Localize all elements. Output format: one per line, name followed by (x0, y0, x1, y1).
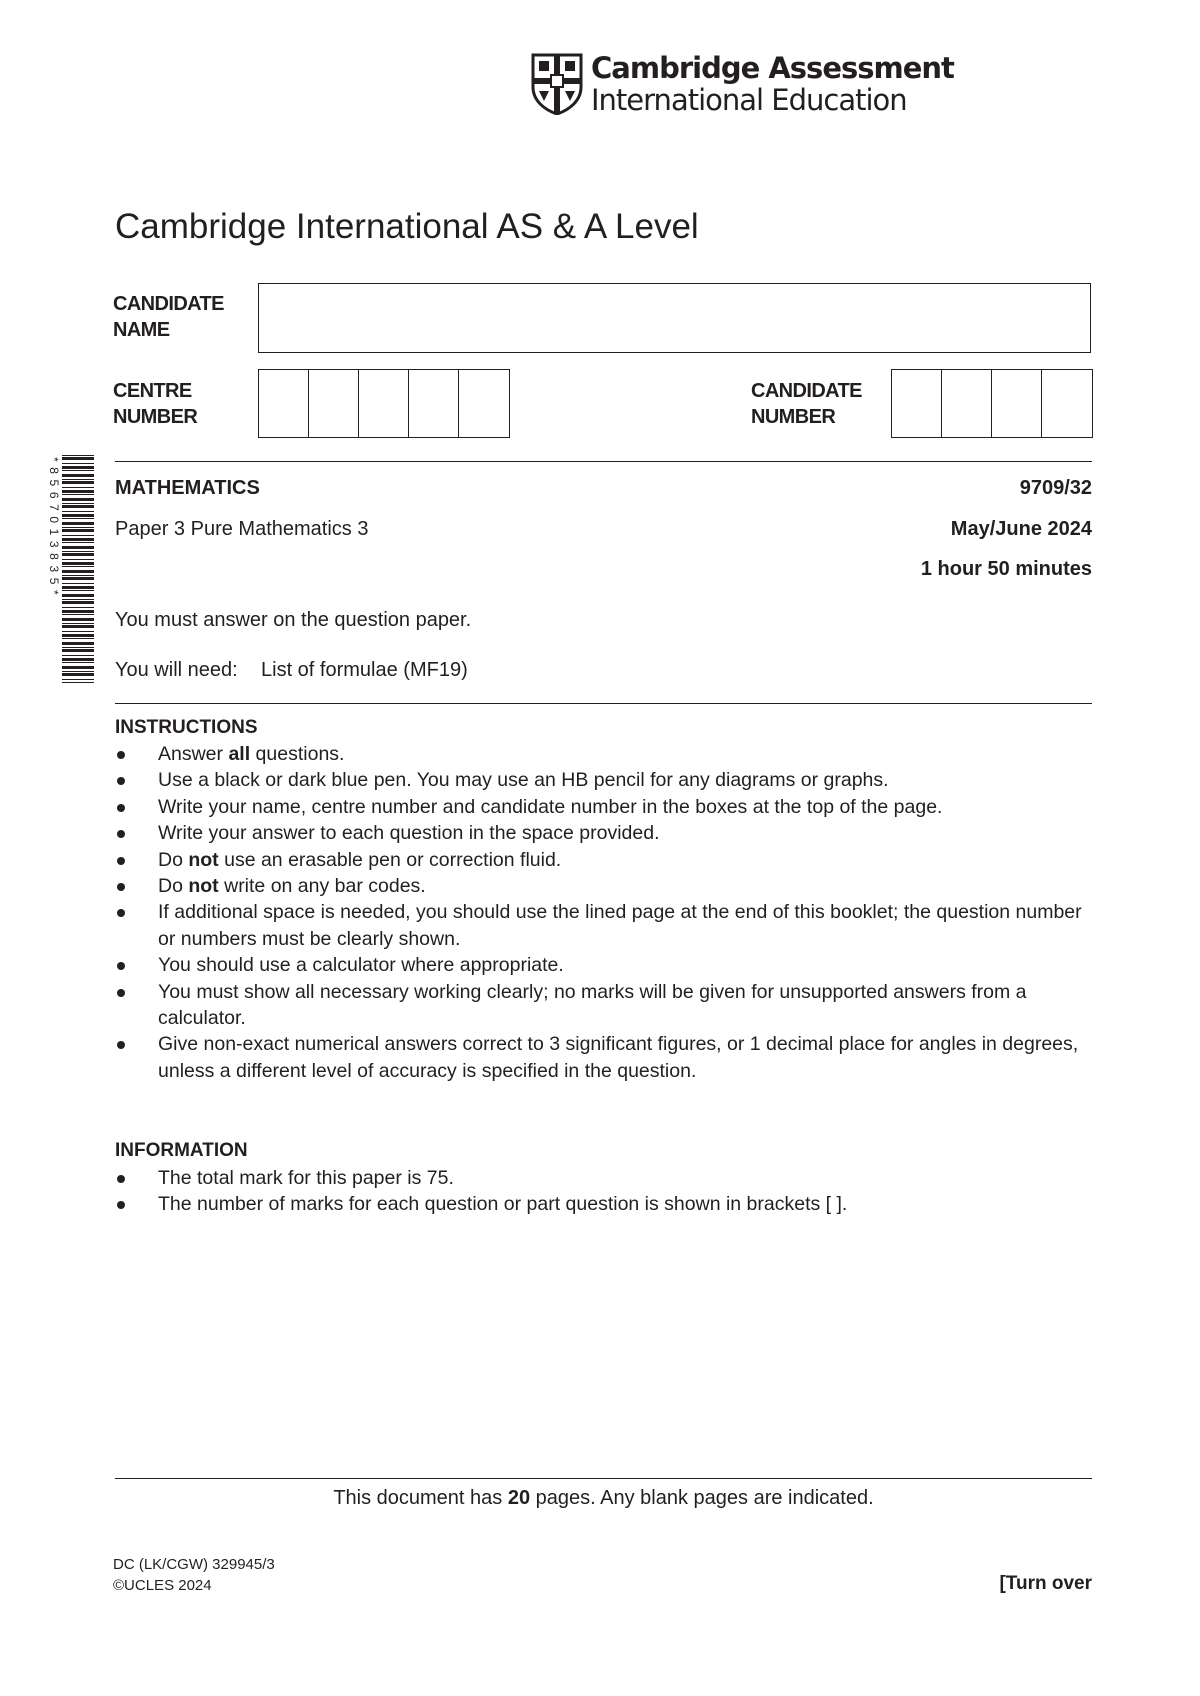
logo-line-2: International Education (591, 83, 907, 117)
barcode-bar (62, 511, 94, 512)
instruction-item: You should use a calculator where appropriate. (115, 952, 1095, 978)
cambridge-logo (531, 52, 954, 116)
information-item: The total mark for this paper is 75. (115, 1165, 1095, 1191)
turn-over: [Turn over (999, 1573, 1092, 1594)
equipment-value: List of formulae (MF19) (261, 659, 468, 681)
barcode-bar (62, 590, 94, 591)
information-list (115, 1165, 1095, 1218)
bullet-icon (117, 1041, 125, 1049)
barcode-bar (62, 583, 94, 584)
candidate-digit-box[interactable] (892, 370, 942, 437)
barcode-bar (62, 553, 94, 556)
barcode-bar (62, 618, 94, 621)
barcode-bar (62, 514, 94, 517)
barcode-bar (62, 599, 94, 600)
centre-number-boxes[interactable] (258, 369, 510, 438)
barcode-bar (62, 671, 94, 672)
instructions-heading: INSTRUCTIONS (115, 717, 258, 738)
barcode-bar (62, 559, 94, 560)
barcode-bar (62, 494, 94, 495)
barcode-bar (62, 535, 94, 536)
barcode-bar (62, 682, 94, 683)
equipment-label: You will need: (115, 659, 238, 681)
barcode-bar (62, 607, 94, 608)
instruction-item: Give non-exact numerical answers correct to 3 significant figures, or 1 decimal place for angles in degrees, unless a different level of accuracy is specified in the question. (115, 1031, 1095, 1084)
barcode-bar (62, 662, 94, 663)
instruction-item: If additional space is needed, you should use the lined page at the end of this booklet; the question number or numbers must be clearly shown. (115, 899, 1095, 952)
barcode-bar (62, 634, 94, 637)
copyright: ©UCLES 2024 (113, 1577, 212, 1594)
barcode-bar (62, 498, 94, 501)
barcode-bar (62, 551, 94, 552)
barcode-bar (62, 518, 94, 519)
barcode-bar (62, 503, 94, 504)
bullet-icon (117, 1201, 125, 1209)
barcode-bar (62, 623, 94, 624)
instruction-item: Do not write on any bar codes. (115, 873, 1095, 899)
barcode-bar (62, 527, 94, 528)
bullet-icon (117, 751, 125, 759)
information-item: The number of marks for each question or part question is shown in brackets [ ]. (115, 1191, 1095, 1217)
qualification-title: Cambridge International AS & A Level (115, 207, 699, 246)
logo-line-1: Cambridge Assessment (591, 51, 954, 85)
barcode-bar (62, 466, 94, 469)
bullet-icon (117, 962, 125, 970)
exam-duration: 1 hour 50 minutes (920, 558, 1092, 580)
barcode (44, 453, 96, 685)
page-count-note: This document has 20 pages. Any blank pages are indicated. (333, 1487, 874, 1509)
barcode-bar (62, 614, 94, 615)
bullet-icon (117, 989, 125, 997)
candidate-digit-box[interactable] (992, 370, 1042, 437)
cambridge-crest-icon (531, 53, 583, 115)
equipment-row (115, 657, 468, 683)
barcode-bar (62, 481, 94, 484)
barcode-bar (62, 529, 94, 532)
bullet-icon (117, 777, 125, 785)
candidate-number-boxes[interactable] (891, 369, 1093, 438)
barcode-bar (62, 642, 94, 645)
divider (115, 1478, 1092, 1479)
bullet-icon (117, 804, 125, 812)
barcode-bar (62, 575, 94, 576)
instruction-item: Answer all questions. (115, 741, 1095, 767)
barcode-bar (62, 455, 94, 456)
barcode-bar (62, 625, 94, 628)
barcode-bars (62, 455, 94, 683)
paper-code: 9709/32 (1019, 477, 1092, 499)
barcode-bar (62, 470, 94, 471)
barcode-bar (62, 490, 94, 493)
bullet-icon (117, 883, 125, 891)
barcode-bar (62, 647, 94, 648)
barcode-bar (62, 679, 94, 680)
barcode-bar (62, 566, 94, 567)
subject: MATHEMATICS (115, 477, 260, 499)
barcode-bar (62, 457, 94, 460)
centre-digit-box[interactable] (309, 370, 359, 437)
barcode-bar (62, 487, 94, 488)
information-heading: INFORMATION (115, 1140, 248, 1161)
barcode-bar (62, 631, 94, 632)
centre-digit-box[interactable] (409, 370, 459, 437)
candidate-number-label: CANDIDATE NUMBER (751, 380, 862, 428)
bullet-icon (117, 1175, 125, 1183)
barcode-bar (62, 542, 94, 543)
barcode-bar (62, 658, 94, 661)
barcode-bar (62, 474, 94, 477)
centre-digit-box[interactable] (259, 370, 309, 437)
barcode-bar (62, 638, 94, 639)
exam-session: May/June 2024 (950, 518, 1092, 540)
barcode-bar (62, 673, 94, 676)
barcode-digits: *8567013835* (47, 457, 61, 601)
barcode-bar (62, 610, 94, 613)
barcode-bar (62, 562, 94, 565)
answer-note: You must answer on the question paper. (115, 609, 472, 631)
barcode-bar (62, 601, 94, 604)
barcode-bar (62, 479, 94, 480)
divider (115, 461, 1092, 462)
instruction-item: Use a black or dark blue pen. You may use an HB pencil for any diagrams or graphs. (115, 767, 1095, 793)
page-count: 20 (507, 1487, 531, 1509)
candidate-digit-box[interactable] (1042, 370, 1092, 437)
barcode-bar (62, 546, 94, 549)
centre-digit-box[interactable] (459, 370, 509, 437)
barcode-bar (62, 505, 94, 508)
barcode-bar (62, 649, 94, 652)
bullet-icon (117, 830, 125, 838)
instruction-item: Write your answer to each question in the space provided. (115, 820, 1095, 846)
bullet-icon (117, 857, 125, 865)
instruction-item: Do not use an erasable pen or correction fluid. (115, 847, 1095, 873)
barcode-bar (62, 655, 94, 656)
barcode-bar (62, 463, 94, 464)
barcode-bar (62, 522, 94, 525)
centre-digit-box[interactable] (359, 370, 409, 437)
candidate-name-box[interactable] (258, 283, 1091, 353)
centre-number-label: CENTRE NUMBER (113, 380, 198, 428)
instruction-item: You must show all necessary working clearly; no marks will be given for unsupported answers from a calculator. (115, 979, 1095, 1032)
barcode-bar (62, 538, 94, 541)
candidate-name-label: CANDIDATE NAME (113, 293, 224, 341)
candidate-digit-box[interactable] (942, 370, 992, 437)
barcode-bar (62, 594, 94, 597)
bullet-icon (117, 909, 125, 917)
barcode-bar (62, 586, 94, 589)
barcode-bar (62, 666, 94, 669)
document-reference: DC (LK/CGW) 329945/3 (113, 1556, 275, 1573)
divider (115, 703, 1092, 704)
instructions-list (115, 741, 1095, 1084)
barcode-bar (62, 577, 94, 580)
instruction-item: Write your name, centre number and candidate number in the boxes at the top of the page. (115, 794, 1095, 820)
barcode-bar (62, 570, 94, 573)
paper-title: Paper 3 Pure Mathematics 3 (115, 518, 369, 540)
